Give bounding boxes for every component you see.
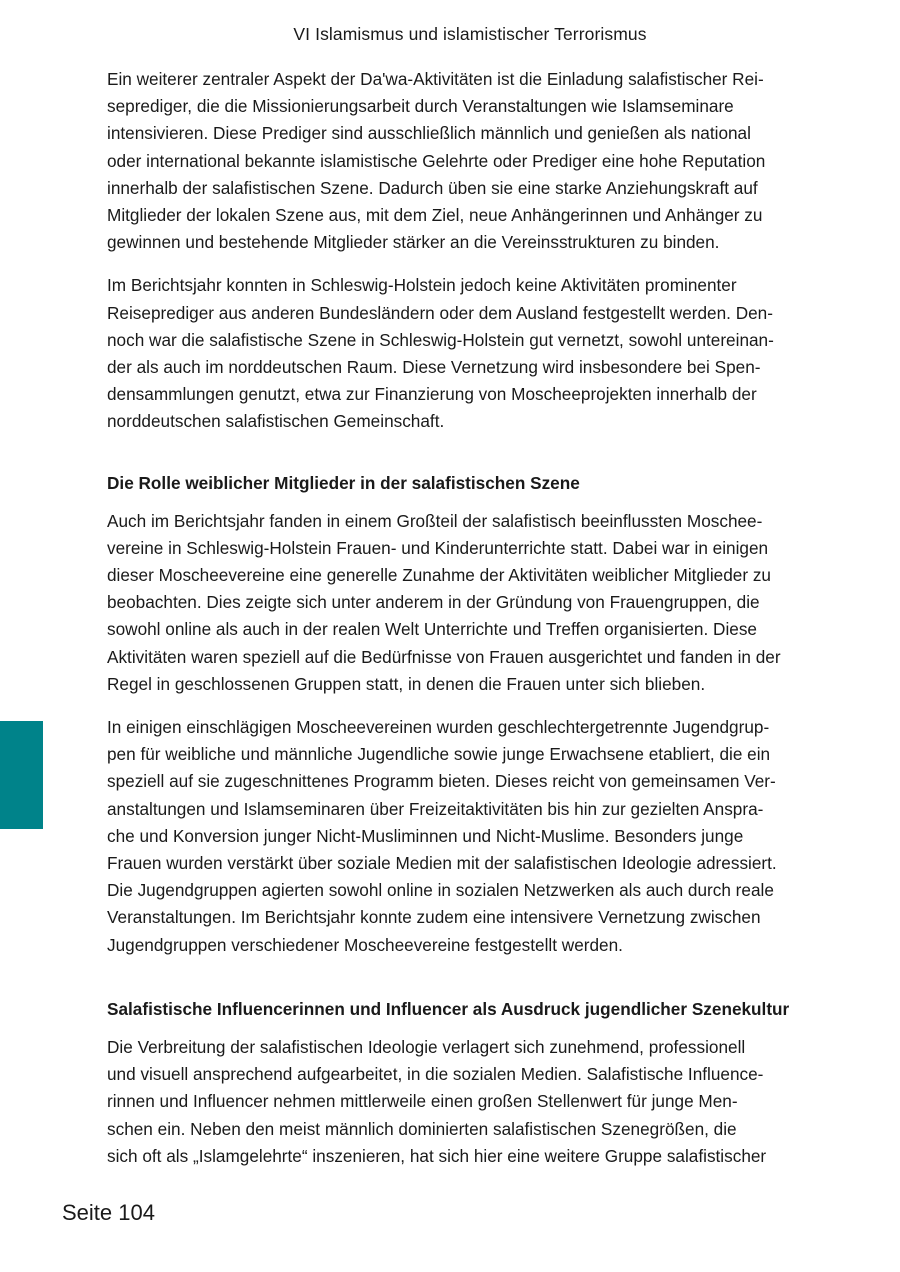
page-number: Seite 104 [62,1200,155,1225]
paragraph-vernetzung: Im Berichtsjahr konnten in Schleswig-Holstein jedoch keine Aktivitäten prominenter Reiseprediger aus anderen Bundesländern oder dem Ausland festgestellt werden. Den- noch war die salafistische Szene in Schleswig-Holstein gut vernetzt, sowohl untereinan- der als auch im norddeutschen Raum. Diese Vernetzung wird insbesondere bei Spen- densammlungen genutzt, etwa zur Finanzierung von Moscheeprojekten innerhalb der norddeutschen salafistischen Gemeinschaft. [107,275,774,432]
section-heading-influencer: Salafistische Influencerinnen und Influencer als Ausdruck jugendlicher Szenekultur [107,998,790,1019]
paragraph-reiseprediger: Ein weiterer zentraler Aspekt der Da'wa-Aktivitäten ist die Einladung salafistischer Rei- seprediger, die die Missionierungsarbeit durch Veranstaltungen wie Islamseminare intensivieren. Diese Prediger sind ausschließlich männlich und genießen als national oder international bekannte islamistische Gelehrte oder Prediger eine hohe Reputation innerhalb der salafistischen Szene. Dadurch üben sie eine starke Anziehungskraft auf Mitglieder der lokalen Szene aus, mit dem Ziel, neue Anhängerinnen und Anhänger zu gewinnen und bestehende Mitglieder stärker an die Vereinsstrukturen zu binden. [107,69,766,253]
paragraph-soziale-medien: Die Verbreitung der salafistischen Ideologie verlagert sich zunehmend, professionell und visuell ansprechend aufgearbeitet, in die sozialen Medien. Salafistische Influence- rinnen und Influencer nehmen mittlerweile einen großen Stellenwert für junge Men- schen ein. Neben den meist männlich dominierten salafistischen Szenegrößen, die sich oft als „Islamgelehrte“ inszenieren, hat sich hier eine weitere Gruppe salafistischer [107,1036,767,1166]
chapter-side-tab [0,721,43,829]
section-heading-weibliche-mitglieder: Die Rolle weiblicher Mitglieder in der salafistischen Szene [107,472,580,493]
paragraph-frauenunterricht: Auch im Berichtsjahr fanden in einem Großteil der salafistisch beeinflussten Moschee- vereine in Schleswig-Holstein Frauen- und Kinderunterrichte statt. Dabei war in einigen dieser Moscheevereine eine generelle Zunahme der Aktivitäten weiblicher Mitglieder zu beobachten. Dies zeigte sich unter anderem in der Gründung von Frauengruppen, die sowohl online als auch in der realen Welt Unterrichte und Treffen organisierten. Diese Aktivitäten waren speziell auf die Bedürfnisse von Frauen ausgerichtet und fanden in der Regel in geschlossenen Gruppen statt, in denen die Frauen unter sich blieben. [107,510,781,694]
running-header: VI Islamismus und islamistischer Terrorismus [293,24,647,44]
paragraph-jugendgruppen: In einigen einschlägigen Moscheevereinen wurden geschlechtergetrennte Jugendgrup- pen für weibliche und männliche Jugendliche sowie junge Erwachsene etabliert, die ein speziell auf sie zugeschnittenes Programm bieten. Dieses reicht von gemeinsamen Ver- anstaltungen und Islamseminaren über Freizeitaktivitäten bis hin zur gezielten Anspra- che und Konversion junger Nicht-Musliminnen und Nicht-Muslime. Besonders junge Frauen wurden verstärkt über soziale Medien mit der salafistischen Ideologie adressiert. Die Jugendgruppen agierten sowohl online in sozialen Netzwerken als auch durch reale Veranstaltungen. Im Berichtsjahr konnte zudem eine intensivere Vernetzung zwischen Jugendgruppen verschiedener Moscheevereine festgestellt werden. [107,717,777,955]
main-content [107,66,842,1186]
